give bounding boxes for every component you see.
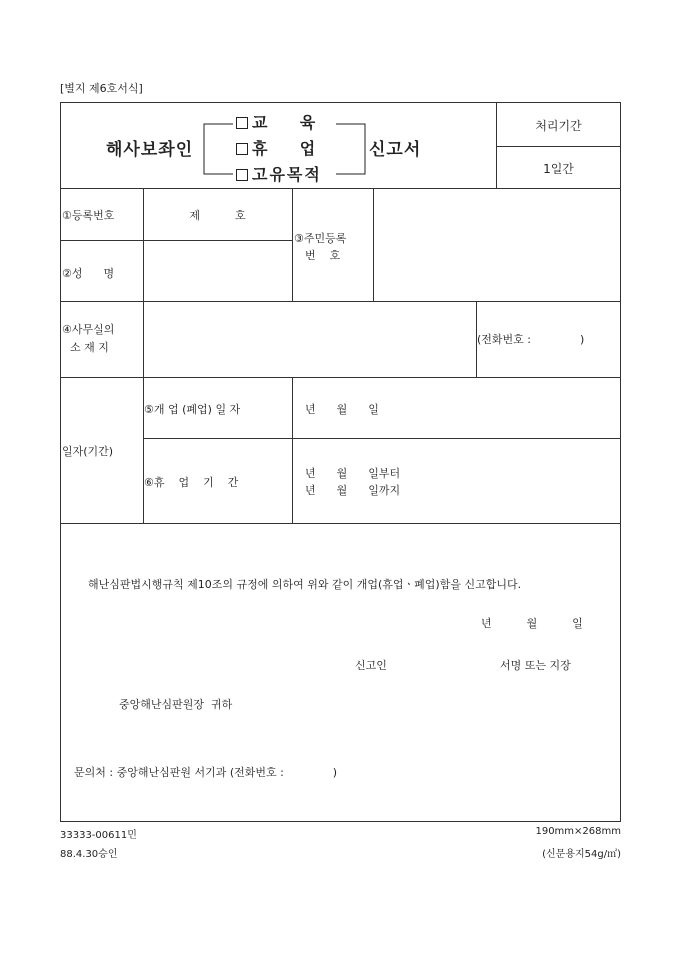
- processing-label: 처리기간: [535, 119, 582, 133]
- rule-open-bottom: [143, 438, 621, 439]
- office-label-line2: 소 재 지: [70, 341, 109, 354]
- suspend-period-from[interactable]: 년 월 일부터: [305, 467, 401, 480]
- option-suspension[interactable]: 휴 업: [236, 136, 317, 159]
- option-inherent-purpose[interactable]: 고유목적: [236, 162, 322, 185]
- open-close-date-value[interactable]: 년 월 일: [305, 403, 379, 416]
- checkbox-education[interactable]: [236, 117, 248, 129]
- footer-size: 190mm×268mm: [535, 826, 621, 837]
- rrn-label-line2: 번 호: [305, 249, 341, 262]
- title-suffix: 신고서: [369, 140, 422, 160]
- addressee: 중앙해난심판원장 귀하: [119, 698, 233, 711]
- footer-approval: 88.4.30승인: [60, 849, 118, 860]
- rrn-field[interactable]: [374, 189, 620, 300]
- option-education[interactable]: 교 육: [236, 110, 317, 133]
- footer-code: 33333-00611민: [60, 830, 137, 841]
- reg-no-value[interactable]: 제 호: [189, 209, 246, 222]
- reporter-label: 신고인: [355, 659, 387, 672]
- suspend-period-to[interactable]: 년 월 일까지: [305, 484, 401, 497]
- signature-label[interactable]: 서명 또는 지장: [500, 659, 571, 672]
- declaration-statement: 해난심판법시행규칙 제10조의 규정에 의하여 위와 같이 개업(휴업ㆍ폐업)함을 신고합니다.: [88, 578, 522, 591]
- open-close-date-label: ⑤개 업 (폐업) 일 자: [144, 403, 241, 416]
- name-field[interactable]: [144, 241, 291, 300]
- office-address-field[interactable]: [144, 302, 475, 376]
- rule-date-values: [292, 377, 293, 523]
- form-reference: [별지 제6호서식]: [60, 82, 143, 95]
- office-phone[interactable]: (전화번호 : ): [477, 333, 585, 346]
- office-label-line1: ④사무실의: [62, 323, 115, 336]
- declaration-date[interactable]: 년 월 일: [481, 617, 583, 630]
- checkbox-suspension[interactable]: [236, 143, 248, 155]
- suspend-period-label: ⑥휴 업 기 간: [144, 476, 239, 489]
- reg-no-label: ①등록번호: [62, 209, 115, 222]
- rule-office-bottom: [60, 377, 621, 378]
- inquiry-info: 문의처 : 중앙해난심판원 서기과 (전화번호 : ): [74, 766, 338, 779]
- checkbox-inherent-purpose[interactable]: [236, 169, 248, 181]
- footer-paper: (신문용지54g/㎡): [542, 849, 621, 860]
- rule-dates-bottom: [60, 523, 621, 524]
- processing-value: 1일간: [543, 162, 574, 176]
- rule-processing: [496, 146, 621, 147]
- rule-rrn-left: [292, 188, 293, 301]
- name-label: ②성 명: [62, 267, 115, 280]
- date-section-label: 일자(기간): [62, 445, 114, 458]
- rrn-label-line1: ③주민등록: [294, 232, 347, 245]
- title-prefix: 해사보좌인: [106, 140, 194, 160]
